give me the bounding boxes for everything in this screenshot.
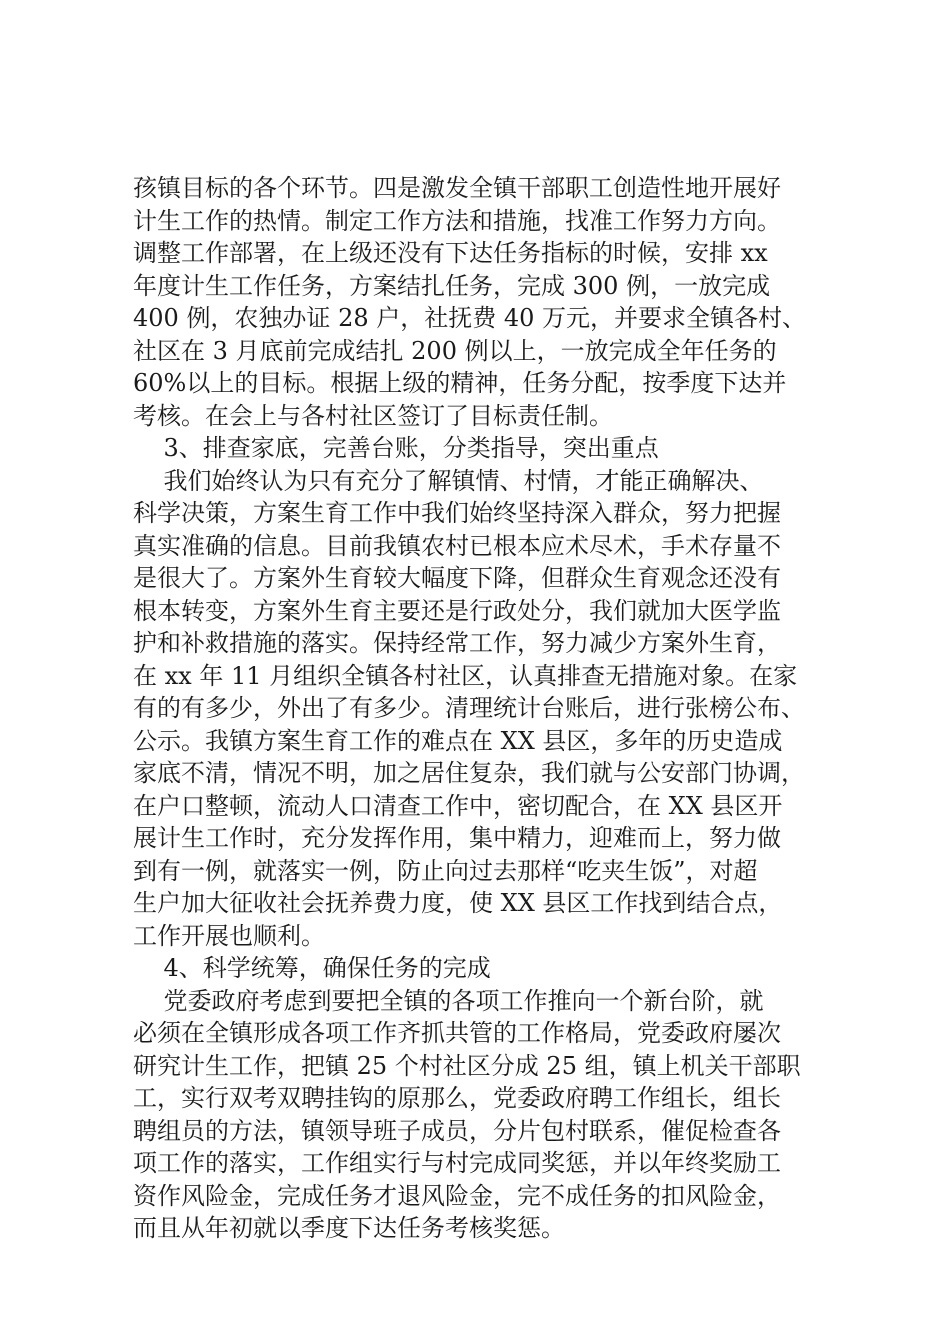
text-line: 研究计生工作，把镇 25 个村社区分成 25 组，镇上机关干部职 [133, 1051, 801, 1080]
text-line: 60%以上的目标。根据上级的精神，任务分配，按季度下达并 [133, 369, 787, 397]
text-line: 根本转变，方案外生育主要还是行政处分，我们就加大医学监 [133, 596, 781, 625]
text-line: 必须在全镇形成各项工作齐抓共管的工作格局，党委政府屡次 [133, 1019, 781, 1047]
text-line: 生户加大征收社会抚养费力度，使 XX 县区工作找到结合点， [133, 889, 783, 917]
text-line: 3、排查家底，完善台账，分类指导，突出重点 [133, 434, 659, 462]
text-line: 在 xx 年 11 月组织全镇各村社区，认真排查无措施对象。在家 [133, 661, 798, 690]
text-line: 项工作的落实，工作组实行与村完成同奖惩，并以年终奖励工 [133, 1149, 781, 1177]
text-line: 党委政府考虑到要把全镇的各项工作推向一个新台阶，就 [133, 986, 764, 1015]
body-text [133, 172, 853, 1245]
text-line: 公示。我镇方案生育工作的难点在 XX 县区，多年的历史造成 [133, 726, 783, 755]
text-line: 家底不清，情况不明，加之居住复杂，我们就与公安部门协调， [133, 759, 805, 787]
text-line: 是很大了。方案外生育较大幅度下降，但群众生育观念还没有 [133, 564, 781, 592]
text-line: 我们始终认为只有充分了解镇情、村情，才能正确解决、 [133, 466, 764, 495]
text-line: 科学决策，方案生育工作中我们始终坚持深入群众，努力把握 [133, 499, 781, 527]
text-line: 计生工作的热情。制定工作方法和措施，找准工作努力方向。 [133, 206, 781, 235]
text-line: 真实准确的信息。目前我镇农村已根本应术尽术，手术存量不 [133, 531, 781, 560]
text-line: 社区在 3 月底前完成结扎 200 例以上，一放完成全年任务的 [133, 336, 777, 365]
text-line: 孩镇目标的各个环节。四是激发全镇干部职工创造性地开展好 [133, 174, 781, 202]
text-line: 4、科学统筹，确保任务的完成 [133, 954, 491, 982]
text-line: 工，实行双考双聘挂钩的原那么，党委政府聘工作组长，组长 [133, 1084, 781, 1112]
text-line: 工作开展也顺利。 [133, 921, 325, 950]
text-line: 在户口整顿，流动人口清查工作中，密切配合，在 XX 县区开 [133, 791, 783, 820]
text-line: 资作风险金，完成任务才退风险金，完不成任务的扣风险金， [133, 1181, 781, 1210]
text-line: 有的有多少，外出了有多少。清理统计台账后，进行张榜公布、 [133, 694, 805, 722]
text-line: 护和补救措施的落实。保持经常工作，努力减少方案外生育， [133, 629, 781, 657]
text-line: 而且从年初就以季度下达任务考核奖惩。 [133, 1214, 565, 1242]
text-line: 聘组员的方法，镇领导班子成员，分片包村联系，催促检查各 [133, 1116, 781, 1145]
text-line: 到有一例，就落实一例，防止向过去那样“吃夹生饭”，对超 [133, 856, 758, 885]
text-line: 400 例，农独办证 28 户，社抚费 40 万元，并要求全镇各村、 [133, 304, 807, 332]
text-line: 年度计生工作任务，方案结扎任务，完成 300 例，一放完成 [133, 271, 771, 300]
text-line: 考核。在会上与各村社区签订了目标责任制。 [133, 401, 613, 430]
text-line: 展计生工作时，充分发挥作用，集中精力，迎难而上，努力做 [133, 824, 781, 852]
text-line: 调整工作部署，在上级还没有下达任务指标的时候，安排 xx [133, 239, 768, 267]
